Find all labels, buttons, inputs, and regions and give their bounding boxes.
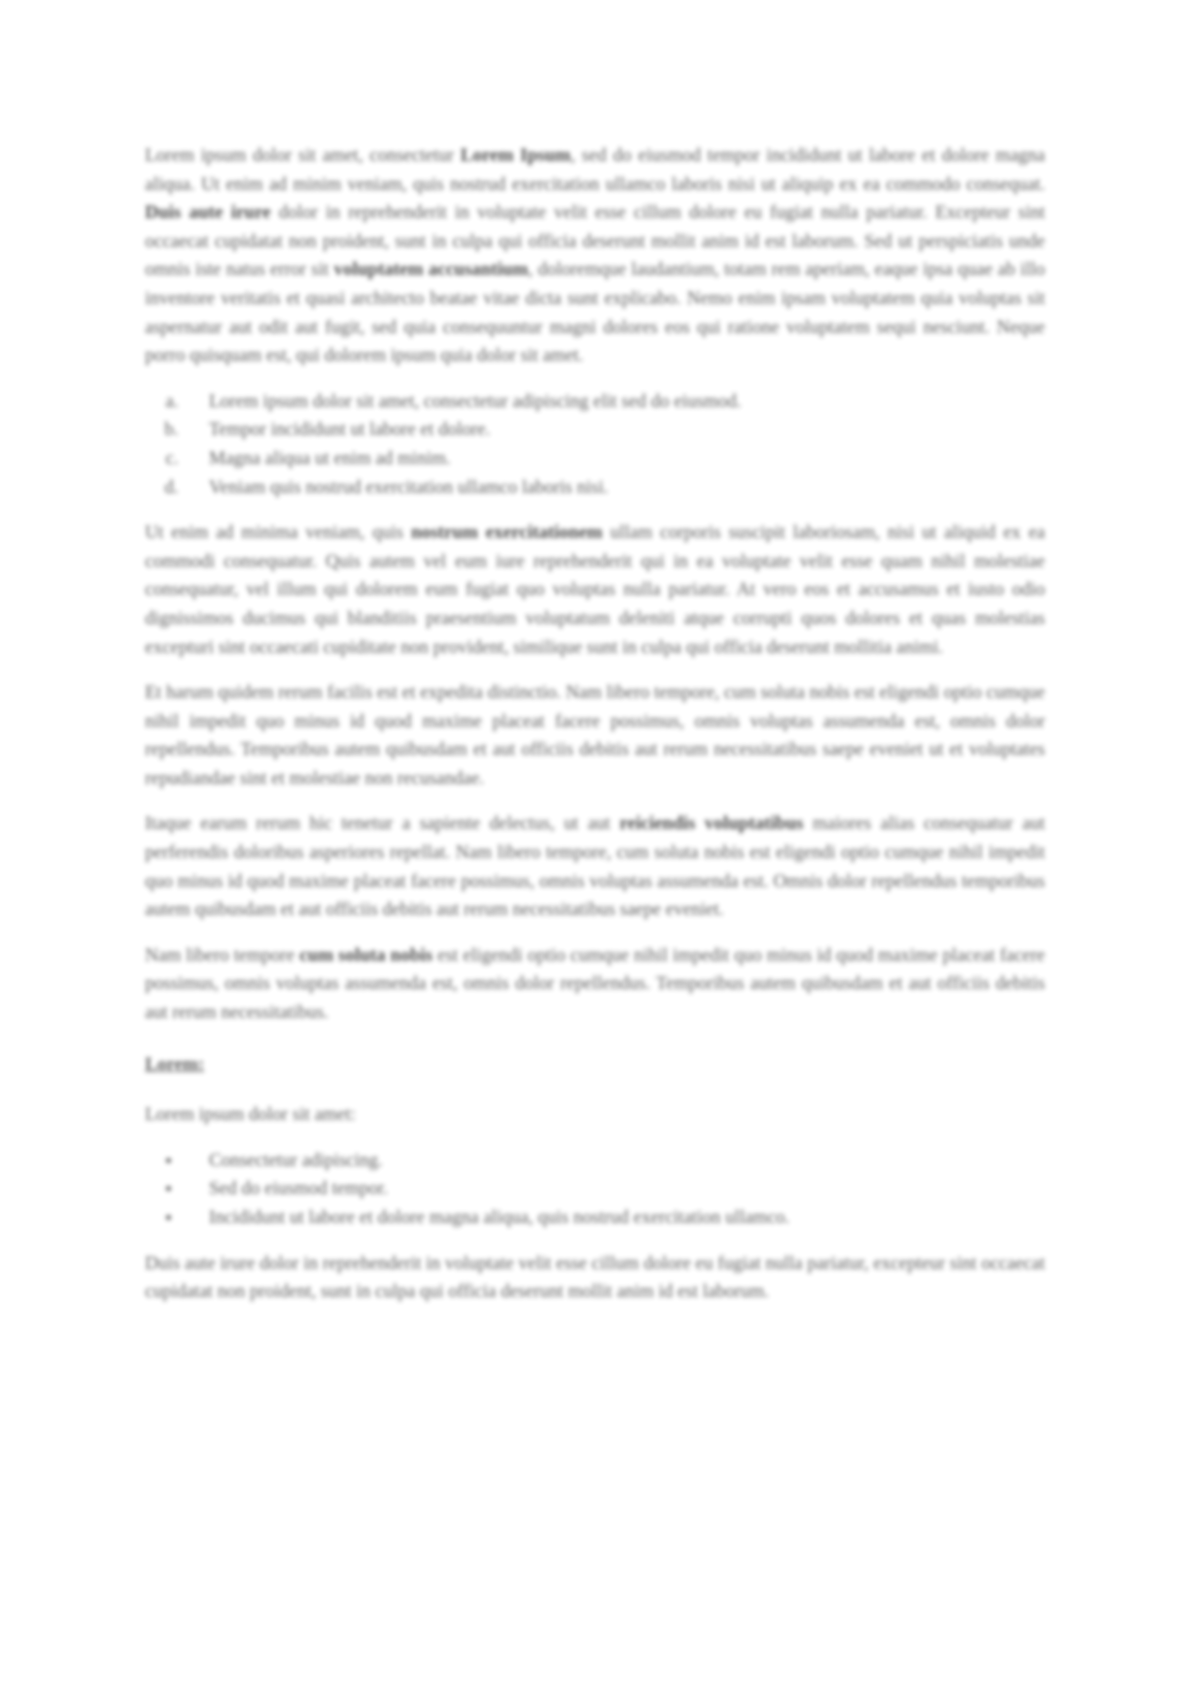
list-item: • Sed do eiusmod tempor. [183, 1175, 1045, 1204]
lettered-list [145, 388, 1045, 502]
paragraph-3: Et harum quidem rerum facilis est et expedita distinctio. Nam libero tempore, cum soluta nobis est eligendi optio cumque nihil impedit quo minus id quod maxime placeat facere possimus, omnis voluptas assumenda est, omnis dolor repellendus. Temporibus autem quibusdam et aut officiis debitis aut rerum necessitatibus saepe eveniet ut et voluptates repudiandae sint et molestiae non recusandae. [145, 683, 1045, 789]
paragraph-2: Ut enim ad minima veniam, quis nostrum exercitationem ullam corporis suscipit laboriosam, nisi ut aliquid ex ea commodi consequatur. Quis autem vel eum iure reprehenderit qui in ea voluptate velit esse quam nihil molestiae consequatur, vel illum qui dolorem eum fugiat quo voluptas nulla pariatur. At vero eos et accusamus et iusto odio dignissimos ducimus qui blanditiis praesentium voluptatum deleniti atque corrupti quos dolores et quas molestias excepturi sint occaecati cupiditate non provident, similique sunt in culpa qui officia deserunt mollitia animi. [145, 523, 1046, 658]
paragraph-6: Lorem ipsum dolor sit amet: [145, 1105, 356, 1126]
bold-term: Lorem Ipsum [460, 146, 571, 166]
section-heading: Lorem: [145, 1054, 205, 1075]
bold-term: nostrum exercitationem [411, 523, 603, 544]
bold-term: voluptatem accusantium [333, 260, 529, 281]
paragraph-4: Itaque earum rerum hic tenetur a sapiente delectus, ut aut reiciendis voluptatibus maiores alias consequatur aut perferendis doloribus asperiores repellat. Nam libero tempore, cum soluta nobis est eligendi optio cumque nihil impedit quo minus id quod maxime placeat facere possimus, omnis voluptas assumenda est. Omnis dolor repellendus temporibus autem quibusdam et aut officiis debitis aut rerum necessitatibus saepe eveniet. [145, 814, 1045, 921]
bold-term: reiciendis voluptatibus [619, 814, 804, 835]
paragraph-7: Duis aute irure dolor in reprehenderit in voluptate velit esse cillum dolore eu fugiat nulla pariatur, excepteur sint occaecat cupidatat non proident, sunt in culpa qui officia deserunt mollit anim id est laborum. [145, 1253, 1045, 1303]
list-item: b. Tempor incididunt ut labore et dolore. [183, 416, 1045, 445]
bold-term: cum soluta nobis [299, 945, 433, 966]
bulleted-list [145, 1147, 1045, 1233]
list-item: c. Magna aliqua ut enim ad minim. [183, 445, 1045, 474]
list-item: a. Lorem ipsum dolor sit amet, consectetur adipiscing elit sed do eiusmod. [183, 388, 1045, 417]
bold-term: Duis aute irure [145, 203, 271, 224]
list-item: d. Veniam quis nostrud exercitation ullamco laboris nisi. [183, 474, 1045, 503]
list-item: • Consectetur adipiscing. [183, 1147, 1045, 1176]
paragraph-1: Lorem ipsum dolor sit amet, consectetur Lorem Ipsum, sed do eiusmod tempor incididunt ut labore et dolore magna aliqua. Ut enim ad minim veniam, quis nostrud exercitation ullamco laboris nisi ut aliquip ex ea commodo consequat. Duis aute irure dolor in reprehenderit in voluptate velit esse cillum dolore eu fugiat nulla pariatur. Excepteur sint occaecat cupidatat non proident, sunt in culpa qui officia deserunt mollit anim id est laborum. Sed ut perspiciatis unde omnis iste natus error sit voluptatem accusantium, doloremque laudantium, totam rem aperiam, eaque ipsa quae ab illo inventore veritatis et quasi architecto beatae vitae dicta sunt explicabo. Nemo enim ipsam voluptatem quia voluptas sit aspernatur aut odit aut fugit, sed quia consequuntur magni dolores eos qui ratione voluptatem sequi nesciunt. Neque porro quisquam est, qui dolorem ipsum quia dolor sit amet. [145, 146, 1045, 367]
paragraph-5: Nam libero tempore cum soluta nobis est eligendi optio cumque nihil impedit quo minus id quod maxime placeat facere possimus, omnis voluptas assumenda est, omnis dolor repellendus. Temporibus autem quibusdam et aut officiis debitis aut rerum necessitatibus. [145, 945, 1045, 1024]
list-item: • Incididunt ut labore et dolore magna aliqua, quis nostrud exercitation ullamco. [183, 1204, 1045, 1233]
document-page [145, 142, 1045, 1324]
